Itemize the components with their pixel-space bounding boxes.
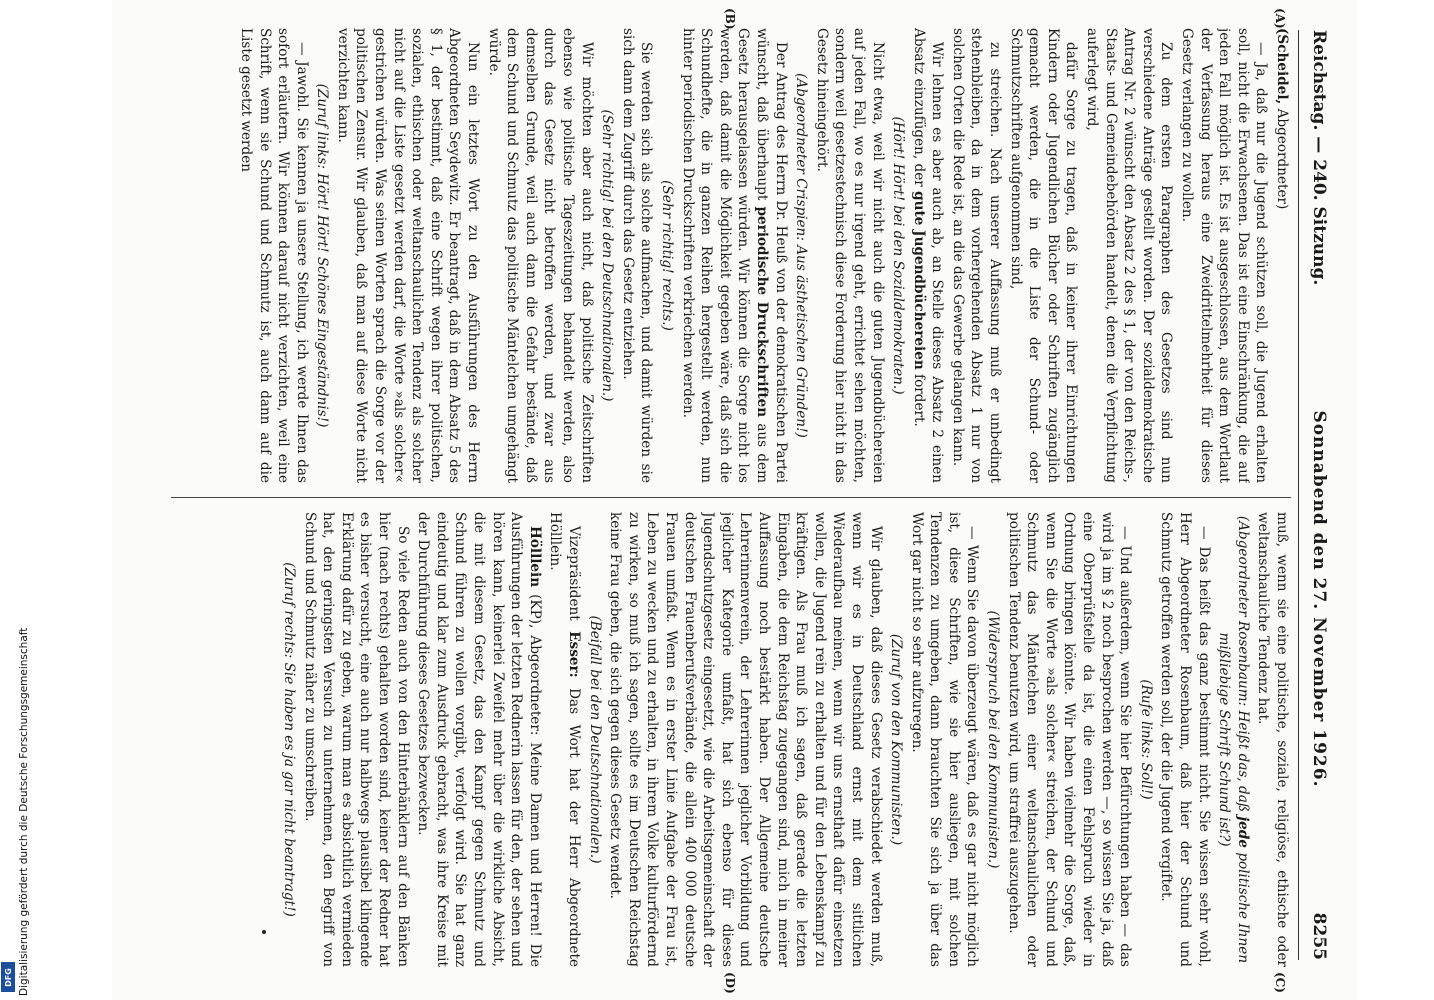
column-divider — [171, 497, 1291, 498]
interjection: (Widerspruch bei den Kommunisten.) — [985, 610, 1002, 869]
page-content — [112, 0, 1357, 1000]
interjection: (Rufe links: Soll!) — [1137, 679, 1154, 800]
paragraph: Wir glauben, daß dieses Gesetz verabschiedet werden muß, wenn wir es in Deutschland ernst mit dem sittlichen Wiederaufbau meinen, wenn wir uns ernsthaft dafür einsetzen wollen, die Jugend rein zu erhalten und für den Lebenskampf zu kräftigen. Als Frau muß ich sagen, daß gerade die letzten Eingaben, die dem Reichstag zugegangen sind, mich in meiner Auffassung noch bestärkt haben. Der Allgemeine deutsche Lehrerinnenverein, der Lehrerinnen jeglicher Vorbildung und jeglicher Kategorie umfaßt, hat sich ebenso für dieses Jugendschutzgesetz eingesetzt, wie die Arbeitsgemeinschaft der deutschen Frauenberufsverbände, die allein 400 000 deutsche Frauen umfaßt. Wenn es in erster Linie Aufgabe der Frau ist, Leben zu wecken und zu erhalten, in ihrem Volke kulturfördernd zu wirken, so muß ich sagen, sollte es im Deutschen Reichstag keine Frau geben, die sich gegen dieses Gesetz wendet. — [607, 512, 884, 967]
credit-strip — [0, 0, 14, 1000]
interjection: (Abgeordneter Rosenbaum: Heißt das, daß jede politische Ihnen mißliebige Schrift Schund ist?) — [1216, 515, 1251, 964]
interjection: (Abgeordneter Crispien: Aus ästhetischen Gründen!) — [793, 73, 810, 438]
margin-mark-c: (C) — [1273, 972, 1287, 993]
header-date: Sonnabend den 27. November 1926. — [1309, 410, 1329, 788]
paragraph: Vizepräsident Esser: Das Wort hat der Herr Abgeordnete Hölllein. — [547, 512, 583, 967]
paragraph: — Jawohl. Sie kennen ja unsere Stellung, ich werde Ihnen das sofort erläutern. Wir können darauf nicht verzichten, weil eine Schrift, wenn sie Schund und Schmutz ist, auch dann auf die Liste gesetzt werden — [237, 28, 310, 483]
margin-mark-a: (A) — [1273, 8, 1287, 29]
paragraph: Wir möchten aber auch nicht, daß politische Zeitschriften ebenso wie politische Tageszeitungen behandelt werden, also durch das Gesetz nicht betroffen werden, und zwar aus demselben Grunde, weil auch dann die Gefahr bestände, daß dem Schund und Schmutz das politische Mäntelchen umgehängt würde. — [485, 28, 595, 483]
right-column — [131, 512, 1291, 967]
paragraph: — Das heißt das ganz bestimmt nicht. Sie wissen sehr wohl, Herr Abgeordneter Rosenbaum, daß hier der Schund und Schmutz getroffen werden soll, der die Jugend vergiftet. — [1158, 512, 1212, 967]
paragraph: Nun ein letztes Wort zu den Ausführungen des Herrn Abgeordneten Seydewitz. Er beantragt, daß in dem Absatz 5 des § 1, der bestimmt, daß eine Schrift wegen ihrer politischen, sozialen, ethischen oder weltanschaulichen Tendenz als solcher nicht auf die Liste gesetzt werden darf, die Worte »als solcher« gestrichen würden. Was seinen Worten sprach die Sorge vor der politischen Zensur. Wir glauben, daß man auf diese Worte nicht verzichten kann. — [334, 28, 482, 483]
paragraph: dafür Sorge zu tragen, daß in keiner ihrer Einrichtungen Kindern oder Jugendlichen Bücher oder Schriften zugänglich gemacht werden, die in die Liste der Schund- oder Schmutzschriften aufgenommen sind, — [1007, 28, 1080, 483]
dfg-logo-text: DFG — [3, 967, 13, 987]
digitization-credit: Digitalisierung gefördert durch die Deutsche Forschungsgemeinschaft — [18, 627, 30, 996]
interjection: (Zuruf rechts: Sie haben es ja gar nicht beantragt!) — [281, 562, 298, 917]
interjection: (Zuruf von den Kommunisten.) — [888, 633, 905, 846]
interjection: (Sehr richtig! bei den Deutschnationalen.) — [599, 109, 616, 402]
margin-mark-b: (B) — [723, 8, 737, 30]
paragraph: Hölllein (KP), Abgeordneter: Meine Damen und Herren! Die Ausführungen der letzten Rednerin lassen für den, der sehen und hören kann, keinerlei Zweifel mehr über die wirkliche Absicht, die mit diesem Gesetz, das den Kampf gegen Schmutz und Schund führen zu wollen vorgibt, verfolgt wird. Sie hat ganz eindeutig und klar zum Ausdruck gebracht, was ihre Kreise mit der Durchführung dieses Gesetzes bezwecken. — [415, 512, 543, 967]
paragraph: — Wenn Sie davon überzeugt wären, daß es gar nicht möglich ist, diese Schriften, wie sie hier ausliegen, mit solchen Tendenzen zu umgeben, dann brauchten Sie sich ja über das Wort gar nicht so sehr aufzuregen. — [908, 512, 981, 967]
paragraph: So viele Reden auch von den Hinterbänklern auf den Bänken hier (nach rechts) gehalten worden sind, keiner der Redner hat es bisher versucht, eine auch nur halbwegs plausibel klingende Erklärung dafür zu geben, warum man es absichtlich vermieden hat, den geringsten Versuch zu unternehmen, den Begriff von Schund und Schmutz näher zu umschreiben. — [301, 512, 411, 967]
page-header — [1298, 30, 1339, 960]
paragraph: Zu dem ersten Paragraphen des Gesetzes sind nun verschiedene Anträge gestellt worden. Der sozialdemokratische Antrag Nr. 2 wünscht den Absatz 2 des § 1, der von den Reichs-, Staats- und Gemeindebehörden handelt, denen die Verpflichtung auferlegt wird, — [1084, 28, 1175, 483]
paragraph: Sie werden sich als solche aufmachen, und damit würden sie sich dann dem Zugriff durch das Gesetz entziehen. — [619, 28, 655, 483]
header-session: Reichstag. — 240. Sitzung. — [1309, 30, 1329, 286]
dfg-logo — [1, 962, 15, 992]
paragraph: Wir lehnen es aber auch ab, an Stelle dieses Absatz 2 einen Absatz einzufügen, der gute Jugendbüchereien fordert. — [910, 28, 946, 483]
paragraph: — Ja, daß nur die Jugend schützen soll, die Jugend erhalten soll, nicht die Erwachsenen. Das ist eine Einschränkung, die auf jeden Fall möglich ist. Es ist ausgeschlossen, aus dem Wortlaut der Verfassung heraus eine Zweidrittelmehrheit für dieses Gesetz verlangen zu wollen. — [1179, 28, 1270, 483]
paragraph: zu streichen. Nach unserer Auffassung muß er unbedingt stehenbleiben, da in dem vorhergehenden Absatz 1 nur von solchen Orten die Rede ist, an die das Gewerbe gelangen kann. — [949, 28, 1004, 483]
page-number: 8255 — [1309, 912, 1329, 960]
paragraph: Der Antrag des Herrn Dr. Heuß von der demokratischen Partei wünscht, daß überhaupt periodische Druckschriften aus dem Gesetz herausgelassen würden. Wir können die Sorge nicht los werden, daß damit die Möglichkeit gegeben wäre, daß sich die Schundhefte, die in ganzen Reihen hergestellt werden, nun hinter periodischen Druckschriften verkriechen werden. — [679, 28, 789, 483]
paragraph: Nicht etwa, weil wir nicht auch die guten Jugendbüchereien auf jeden Fall, wo es nur irgend geht, errichtet sehen möchten, sondern weil gesetzestechnisch diese Forderung hier nicht in das Gesetz hineingehört. — [813, 28, 886, 483]
paragraph: muß, wenn sie eine politische, soziale, religiöse, ethische oder weltanschauliche Tendenz hat. — [1255, 512, 1290, 967]
margin-mark-d: (D) — [723, 972, 737, 994]
interjection: (Hört! Hört! bei den Sozialdemokraten.) — [890, 116, 907, 395]
interjection: (Zuruf links: Hört! Hört! Schönes Eingeständnis!) — [314, 83, 331, 428]
paragraph: (Scheidel, Abgeordneter) — [1274, 28, 1290, 210]
interjection: (Sehr richtig! rechts.) — [659, 180, 675, 331]
left-column — [131, 28, 1291, 483]
interjection: (Beifall bei den Deutschnationalen.) — [586, 615, 603, 864]
paragraph: — Und außerdem, wenn Sie hier Befürchtungen haben — das wird ja im § 2 noch besprochen werden —, so wissen Sie ja, daß eine Oberprüfstelle da ist, die einen Fehlspruch wieder in Ordnung bringen könnte. Wir haben vielmehr die Sorge, daß, wenn Sie die Worte »als solcher« streichen, der Schund und Schmutz das Mäntelchen einer weltanschaulichen oder politischen Tendenz benutzen wird, um straffrei auszugehen. — [1005, 512, 1134, 967]
